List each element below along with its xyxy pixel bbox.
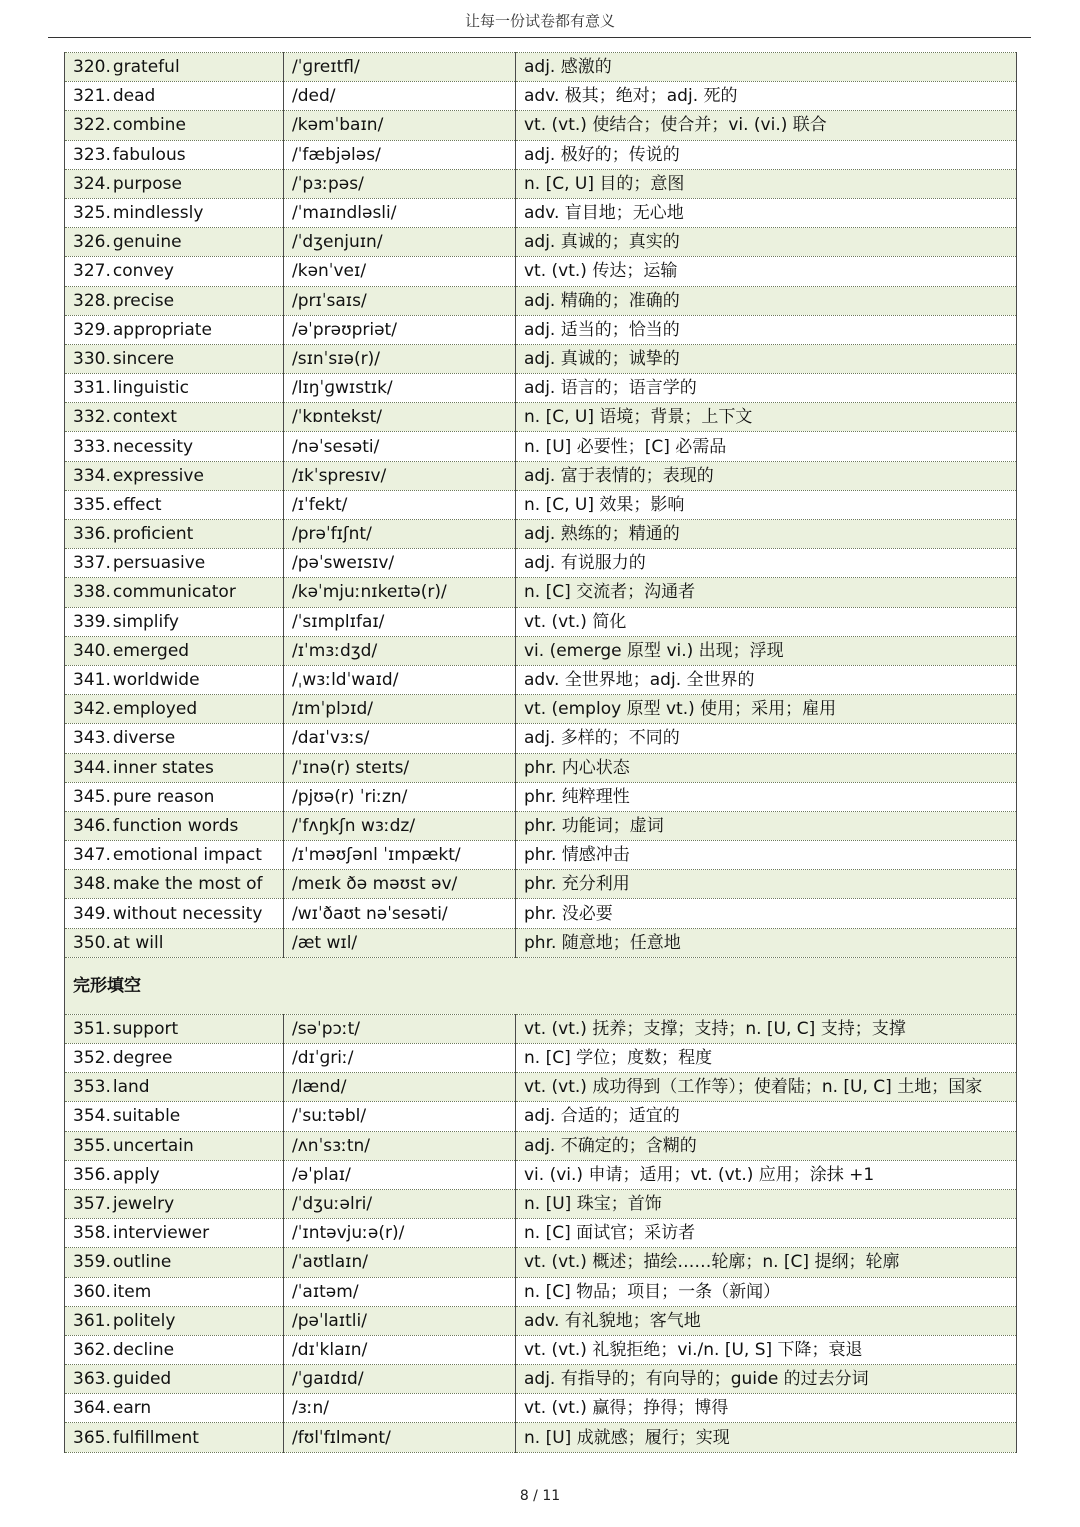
definition-cell: adj. 不确定的；含糊的 xyxy=(516,1131,1017,1160)
entry-number: 328. xyxy=(73,290,111,311)
headword: precise xyxy=(112,290,175,311)
phonetic-cell: /ˈsɪmplɪfaɪ/ xyxy=(284,607,516,636)
phonetic-cell: /daɪˈvɜːs/ xyxy=(284,724,516,753)
word-cell xyxy=(65,899,284,928)
table-row xyxy=(65,403,1017,432)
word-cell xyxy=(65,1073,284,1102)
phonetic-cell: /prɪˈsaɪs/ xyxy=(284,286,516,315)
definition-cell: n. [C, U] 目的；意图 xyxy=(516,169,1017,198)
phonetic-cell: /ɪˈfekt/ xyxy=(284,490,516,519)
table-row xyxy=(65,549,1017,578)
headword: apply xyxy=(112,1164,160,1185)
entry-number: 330. xyxy=(73,348,111,369)
definition-cell: adj. 真诚的；诚挚的 xyxy=(516,344,1017,373)
word-cell xyxy=(65,1131,284,1160)
word-cell xyxy=(65,53,284,82)
phonetic-cell: /fʊlˈfɪlmənt/ xyxy=(284,1423,516,1452)
phonetic-cell: /prəˈfɪʃnt/ xyxy=(284,520,516,549)
headword: pure reason xyxy=(112,786,215,807)
headword: persuasive xyxy=(112,553,206,574)
headword: sincere xyxy=(112,348,175,369)
phonetic-cell: /meɪk ðə məʊst əv/ xyxy=(284,870,516,899)
table-row xyxy=(65,461,1017,490)
table-row xyxy=(65,1306,1017,1335)
phonetic-cell: /sɪnˈsɪə(r)/ xyxy=(284,344,516,373)
entry-number: 325. xyxy=(73,203,111,224)
word-cell xyxy=(65,374,284,403)
entry-number: 338. xyxy=(73,582,111,603)
definition-cell: adj. 有说服力的 xyxy=(516,549,1017,578)
table-row xyxy=(65,198,1017,227)
word-cell xyxy=(65,228,284,257)
entry-number: 359. xyxy=(73,1252,111,1273)
headword: item xyxy=(112,1281,152,1302)
headword: combine xyxy=(112,115,186,136)
table-row xyxy=(65,870,1017,899)
headword: interviewer xyxy=(112,1223,210,1244)
phonetic-cell: /ˈfæbjələs/ xyxy=(284,140,516,169)
table-row xyxy=(65,665,1017,694)
entry-number: 355. xyxy=(73,1135,111,1156)
entry-number: 349. xyxy=(73,903,111,924)
headword: necessity xyxy=(112,436,194,457)
definition-cell: vi. (emerge 原型 vi.) 出现；浮现 xyxy=(516,636,1017,665)
phonetic-cell: /kəˈmjuːnɪkeɪtə(r)/ xyxy=(284,578,516,607)
table-row xyxy=(65,53,1017,82)
word-cell xyxy=(65,111,284,140)
table-row xyxy=(65,636,1017,665)
phonetic-cell: /əˈprəʊpriət/ xyxy=(284,315,516,344)
definition-cell: vt. (vt.) 简化 xyxy=(516,607,1017,636)
table-row xyxy=(65,724,1017,753)
word-cell xyxy=(65,1423,284,1452)
headword: appropriate xyxy=(112,319,212,340)
table-row xyxy=(65,169,1017,198)
headword: convey xyxy=(112,261,174,282)
headword: degree xyxy=(112,1048,173,1069)
table-row xyxy=(65,1423,1017,1452)
phonetic-cell: /wɪˈðaʊt nəˈsesəti/ xyxy=(284,899,516,928)
word-cell xyxy=(65,1306,284,1335)
phonetic-cell: /lɪŋˈɡwɪstɪk/ xyxy=(284,374,516,403)
definition-cell: phr. 功能词；虚词 xyxy=(516,811,1017,840)
headword: politely xyxy=(112,1310,176,1331)
word-cell xyxy=(65,169,284,198)
definition-cell: n. [C] 学位；度数；程度 xyxy=(516,1044,1017,1073)
phonetic-cell: /ˈsuːtəbl/ xyxy=(284,1102,516,1131)
headword: suitable xyxy=(112,1106,181,1127)
headword: land xyxy=(112,1077,150,1098)
entry-number: 352. xyxy=(73,1048,111,1069)
word-cell xyxy=(65,520,284,549)
phonetic-cell: /dɪˈɡriː/ xyxy=(284,1044,516,1073)
definition-cell: adj. 富于表情的；表现的 xyxy=(516,461,1017,490)
definition-cell: adv. 有礼貌地；客气地 xyxy=(516,1306,1017,1335)
definition-cell: vt. (employ 原型 vt.) 使用；采用；雇用 xyxy=(516,695,1017,724)
definition-cell: adj. 语言的；语言学的 xyxy=(516,374,1017,403)
definition-cell: adv. 全世界地；adj. 全世界的 xyxy=(516,665,1017,694)
definition-cell: adj. 极好的；传说的 xyxy=(516,140,1017,169)
headword: function words xyxy=(112,815,239,836)
headword: employed xyxy=(112,699,198,720)
table-row xyxy=(65,286,1017,315)
vocabulary-rows-part-2 xyxy=(65,1014,1017,1452)
vocabulary-table xyxy=(64,52,1017,1453)
entry-number: 347. xyxy=(73,845,111,866)
headword: context xyxy=(112,407,177,428)
headword: decline xyxy=(112,1339,175,1360)
page-number: 8 / 11 xyxy=(519,1488,561,1504)
entry-number: 320. xyxy=(73,57,111,78)
definition-cell: vt. (vt.) 赢得；挣得；博得 xyxy=(516,1394,1017,1423)
word-cell xyxy=(65,140,284,169)
table-row xyxy=(65,782,1017,811)
table-row xyxy=(65,1044,1017,1073)
phonetic-cell: /pjʊə(r) ˈriːzn/ xyxy=(284,782,516,811)
table-row xyxy=(65,578,1017,607)
word-cell xyxy=(65,198,284,227)
entry-number: 340. xyxy=(73,640,111,661)
definition-cell: adj. 有指导的；有向导的；guide 的过去分词 xyxy=(516,1365,1017,1394)
phonetic-cell: /ˈaɪtəm/ xyxy=(284,1277,516,1306)
entry-number: 351. xyxy=(73,1018,111,1039)
entry-number: 336. xyxy=(73,524,111,545)
phonetic-cell: /ˈaʊtlaɪn/ xyxy=(284,1248,516,1277)
word-cell xyxy=(65,286,284,315)
word-cell xyxy=(65,578,284,607)
word-cell xyxy=(65,1189,284,1218)
phonetic-cell: /ˈpɜːpəs/ xyxy=(284,169,516,198)
word-cell xyxy=(65,315,284,344)
table-row xyxy=(65,520,1017,549)
entry-number: 332. xyxy=(73,407,111,428)
word-cell xyxy=(65,1365,284,1394)
definition-cell: vt. (vt.) 传达；运输 xyxy=(516,257,1017,286)
table-row xyxy=(65,928,1017,957)
phonetic-cell: /dɪˈklaɪn/ xyxy=(284,1335,516,1364)
definition-cell: phr. 没必要 xyxy=(516,899,1017,928)
entry-number: 335. xyxy=(73,494,111,515)
phonetic-cell: /ɪmˈplɔɪd/ xyxy=(284,695,516,724)
entry-number: 346. xyxy=(73,815,111,836)
phonetic-cell: /ʌnˈsɜːtn/ xyxy=(284,1131,516,1160)
headword: support xyxy=(112,1018,179,1039)
entry-number: 353. xyxy=(73,1077,111,1098)
headword: guided xyxy=(112,1369,172,1390)
entry-number: 356. xyxy=(73,1164,111,1185)
word-cell xyxy=(65,461,284,490)
entry-number: 362. xyxy=(73,1339,111,1360)
headword: effect xyxy=(112,494,162,515)
vocabulary-rows-part-1 xyxy=(65,53,1017,958)
definition-cell: vt. (vt.) 抚养；支撑；支持；n. [U, C] 支持；支撑 xyxy=(516,1014,1017,1043)
phonetic-cell: /ˈɪnə(r) steɪts/ xyxy=(284,753,516,782)
table-row xyxy=(65,490,1017,519)
entry-number: 350. xyxy=(73,932,111,953)
section-heading: 完形填空 xyxy=(65,957,1017,1014)
word-cell xyxy=(65,870,284,899)
word-cell xyxy=(65,607,284,636)
entry-number: 331. xyxy=(73,378,111,399)
phonetic-cell: /ded/ xyxy=(284,82,516,111)
definition-cell: vt. (vt.) 使结合；使合并；vi. (vi.) 联合 xyxy=(516,111,1017,140)
phonetic-cell: /ˈɡaɪdɪd/ xyxy=(284,1365,516,1394)
phonetic-cell: /ˈmaɪndləsli/ xyxy=(284,198,516,227)
phonetic-cell: /ˈɪntəvjuːə(r)/ xyxy=(284,1219,516,1248)
table-row xyxy=(65,1014,1017,1043)
phonetic-cell: /ˈkɒntekst/ xyxy=(284,403,516,432)
table-row xyxy=(65,432,1017,461)
phonetic-cell: /æt wɪl/ xyxy=(284,928,516,957)
section-row-group xyxy=(65,957,1017,1014)
table-row xyxy=(65,1073,1017,1102)
word-cell xyxy=(65,432,284,461)
phonetic-cell: /nəˈsesəti/ xyxy=(284,432,516,461)
definition-cell: adv. 盲目地；无心地 xyxy=(516,198,1017,227)
entry-number: 358. xyxy=(73,1223,111,1244)
headword: emerged xyxy=(112,640,190,661)
word-cell xyxy=(65,636,284,665)
headword: mindlessly xyxy=(112,203,204,224)
definition-cell: phr. 充分利用 xyxy=(516,870,1017,899)
headword: jewelry xyxy=(112,1194,175,1215)
definition-cell: n. [C] 面试官；采访者 xyxy=(516,1219,1017,1248)
word-cell xyxy=(65,782,284,811)
table-row xyxy=(65,228,1017,257)
entry-number: 321. xyxy=(73,86,111,107)
table-row xyxy=(65,140,1017,169)
word-cell xyxy=(65,82,284,111)
word-cell xyxy=(65,1277,284,1306)
headword: emotional impact xyxy=(112,845,262,866)
entry-number: 365. xyxy=(73,1427,111,1448)
entry-number: 354. xyxy=(73,1106,111,1127)
phonetic-cell: /səˈpɔːt/ xyxy=(284,1014,516,1043)
headword: make the most of xyxy=(112,874,263,895)
definition-cell: adj. 适当的；恰当的 xyxy=(516,315,1017,344)
entry-number: 360. xyxy=(73,1281,111,1302)
word-cell xyxy=(65,1394,284,1423)
phonetic-cell: /ˈdʒuːəlri/ xyxy=(284,1189,516,1218)
word-cell xyxy=(65,753,284,782)
entry-number: 339. xyxy=(73,611,111,632)
phonetic-cell: /ɪˈməʊʃənl ˈɪmpækt/ xyxy=(284,841,516,870)
definition-cell: adj. 熟练的；精通的 xyxy=(516,520,1017,549)
word-cell xyxy=(65,1248,284,1277)
definition-cell: phr. 纯粹理性 xyxy=(516,782,1017,811)
definition-cell: n. [C, U] 效果；影响 xyxy=(516,490,1017,519)
header-divider xyxy=(48,37,1031,38)
phonetic-cell: /ɪkˈspresɪv/ xyxy=(284,461,516,490)
table-row xyxy=(65,841,1017,870)
headword: inner states xyxy=(112,757,214,778)
entry-number: 345. xyxy=(73,786,111,807)
table-row xyxy=(65,695,1017,724)
definition-cell: n. [C] 物品；项目；一条（新闻） xyxy=(516,1277,1017,1306)
table-row xyxy=(65,82,1017,111)
table-row xyxy=(65,1219,1017,1248)
entry-number: 344. xyxy=(73,757,111,778)
headword: dead xyxy=(112,86,156,107)
definition-cell: adv. 极其；绝对；adj. 死的 xyxy=(516,82,1017,111)
phonetic-cell: /pəˈsweɪsɪv/ xyxy=(284,549,516,578)
word-cell xyxy=(65,549,284,578)
entry-number: 329. xyxy=(73,319,111,340)
word-cell xyxy=(65,665,284,694)
word-cell xyxy=(65,1219,284,1248)
definition-cell: n. [U] 必要性；[C] 必需品 xyxy=(516,432,1017,461)
phonetic-cell: /lænd/ xyxy=(284,1073,516,1102)
entry-number: 363. xyxy=(73,1369,111,1390)
phonetic-cell: /ˈdʒenjuɪn/ xyxy=(284,228,516,257)
table-row xyxy=(65,607,1017,636)
entry-number: 322. xyxy=(73,115,111,136)
entry-number: 326. xyxy=(73,232,111,253)
table-row xyxy=(65,111,1017,140)
headword: earn xyxy=(112,1398,152,1419)
word-cell xyxy=(65,1160,284,1189)
table-row xyxy=(65,1102,1017,1131)
definition-cell: vi. (vi.) 申请；适用；vt. (vt.) 应用；涂抹 +1 xyxy=(516,1160,1017,1189)
headword: diverse xyxy=(112,728,176,749)
page-header: 让每一份试卷都有意义 xyxy=(464,12,615,30)
table-row xyxy=(65,899,1017,928)
word-cell xyxy=(65,1014,284,1043)
definition-cell: phr. 内心状态 xyxy=(516,753,1017,782)
entry-number: 348. xyxy=(73,874,111,895)
word-cell xyxy=(65,1335,284,1364)
headword: genuine xyxy=(112,232,182,253)
definition-cell: n. [C, U] 语境；背景；上下文 xyxy=(516,403,1017,432)
word-cell xyxy=(65,1044,284,1073)
headword: linguistic xyxy=(112,378,189,399)
entry-number: 323. xyxy=(73,144,111,165)
table-row xyxy=(65,1160,1017,1189)
word-cell xyxy=(65,403,284,432)
phonetic-cell: /əˈplaɪ/ xyxy=(284,1160,516,1189)
phonetic-cell: /ˌwɜːldˈwaɪd/ xyxy=(284,665,516,694)
headword: outline xyxy=(112,1252,172,1273)
entry-number: 343. xyxy=(73,728,111,749)
definition-cell: n. [U] 成就感；履行；实现 xyxy=(516,1423,1017,1452)
entry-number: 341. xyxy=(73,670,111,691)
entry-number: 357. xyxy=(73,1194,111,1215)
definition-cell: vt. (vt.) 成功得到（工作等）；使着陆；n. [U, C] 土地；国家 xyxy=(516,1073,1017,1102)
headword: fulfillment xyxy=(112,1427,199,1448)
headword: proficient xyxy=(112,524,194,545)
definition-cell: adj. 感激的 xyxy=(516,53,1017,82)
definition-cell: n. [U] 珠宝；首饰 xyxy=(516,1189,1017,1218)
table-row xyxy=(65,257,1017,286)
table-row xyxy=(65,811,1017,840)
table-row xyxy=(65,1365,1017,1394)
entry-number: 342. xyxy=(73,699,111,720)
section-heading-row xyxy=(65,957,1017,1014)
headword: uncertain xyxy=(112,1135,194,1156)
entry-number: 361. xyxy=(73,1310,111,1331)
phonetic-cell: /kənˈveɪ/ xyxy=(284,257,516,286)
headword: worldwide xyxy=(112,670,200,691)
table-row xyxy=(65,1131,1017,1160)
phonetic-cell: /ˈɡreɪtfl/ xyxy=(284,53,516,82)
table-row xyxy=(65,753,1017,782)
definition-cell: phr. 随意地；任意地 xyxy=(516,928,1017,957)
table-row xyxy=(65,1277,1017,1306)
table-row xyxy=(65,1394,1017,1423)
table-row xyxy=(65,374,1017,403)
word-cell xyxy=(65,841,284,870)
table-row xyxy=(65,344,1017,373)
table-row xyxy=(65,1189,1017,1218)
phonetic-cell: /ɜːn/ xyxy=(284,1394,516,1423)
definition-cell: adj. 真诚的；真实的 xyxy=(516,228,1017,257)
headword: at will xyxy=(112,932,164,953)
table-row xyxy=(65,1248,1017,1277)
definition-cell: adj. 多样的；不同的 xyxy=(516,724,1017,753)
definition-cell: adj. 精确的；准确的 xyxy=(516,286,1017,315)
word-cell xyxy=(65,344,284,373)
word-cell xyxy=(65,490,284,519)
word-cell xyxy=(65,1102,284,1131)
word-cell xyxy=(65,928,284,957)
headword: expressive xyxy=(112,465,204,486)
entry-number: 324. xyxy=(73,173,111,194)
word-cell xyxy=(65,724,284,753)
headword: without necessity xyxy=(112,903,263,924)
table-row xyxy=(65,1335,1017,1364)
entry-number: 337. xyxy=(73,553,111,574)
headword: purpose xyxy=(112,173,182,194)
phonetic-cell: /kəmˈbaɪn/ xyxy=(284,111,516,140)
word-cell xyxy=(65,811,284,840)
entry-number: 364. xyxy=(73,1398,111,1419)
headword: fabulous xyxy=(112,144,186,165)
word-cell xyxy=(65,257,284,286)
definition-cell: adj. 合适的；适宜的 xyxy=(516,1102,1017,1131)
headword: grateful xyxy=(112,57,180,78)
headword: simplify xyxy=(112,611,179,632)
headword: communicator xyxy=(112,582,236,603)
phonetic-cell: /pəˈlaɪtli/ xyxy=(284,1306,516,1335)
phonetic-cell: /ɪˈmɜːdʒd/ xyxy=(284,636,516,665)
entry-number: 327. xyxy=(73,261,111,282)
table-row xyxy=(65,315,1017,344)
phonetic-cell: /ˈfʌŋkʃn wɜːdz/ xyxy=(284,811,516,840)
definition-cell: phr. 情感冲击 xyxy=(516,841,1017,870)
word-cell xyxy=(65,695,284,724)
entry-number: 334. xyxy=(73,465,111,486)
definition-cell: vt. (vt.) 礼貌拒绝；vi./n. [U, S] 下降；衰退 xyxy=(516,1335,1017,1364)
definition-cell: vt. (vt.) 概述；描绘……轮廓；n. [C] 提纲；轮廓 xyxy=(516,1248,1017,1277)
definition-cell: n. [C] 交流者；沟通者 xyxy=(516,578,1017,607)
entry-number: 333. xyxy=(73,436,111,457)
